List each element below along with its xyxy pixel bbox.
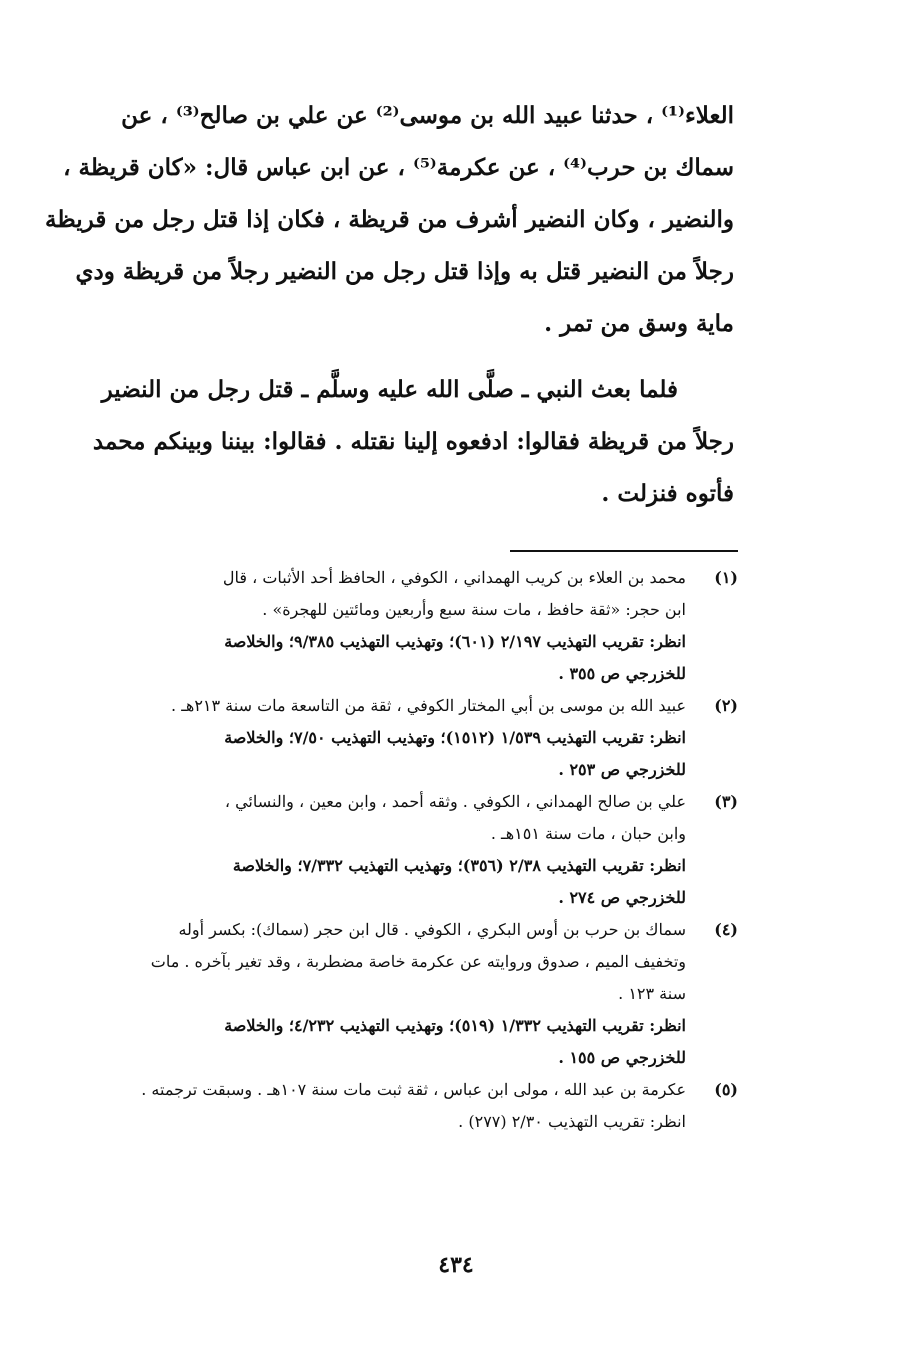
footnote-number: (٤) [714,920,738,939]
footnote-item [42,690,738,786]
footnote-reference: انظر: تقريب التهذيب ١/٣٣٢ (٥١٩)؛ وتهذيب التهذيب ٤/٢٣٢؛ والخلاصة [224,1016,686,1035]
footnote-reference: للخزرجي ص ٣٥٥ . [558,664,686,683]
text-line: فأتوه فنزلت . [601,480,734,507]
footnote-number: (١) [714,568,738,587]
footnote-reference: للخزرجي ص ٢٥٣ . [558,760,686,779]
footnote-reference: انظر: تقريب التهذيب ٢/١٩٧ (٦٠١)؛ وتهذيب التهذيب ٩/٣٨٥؛ والخلاصة [224,632,686,651]
page-number: ٤٣٤ [438,1252,474,1278]
footnote-reference: للخزرجي ص ١٥٥ . [558,1048,686,1067]
footnote-number: (٢) [714,696,738,715]
footnote-line: محمد بن العلاء بن كريب الهمداني ، الكوفي ، الحافظ أحد الأثبات ، قال [222,568,686,587]
footnote-number: (٣) [714,792,738,811]
footnote-line: علي بن صالح الهمداني ، الكوفي . وثقه أحمد ، وابن معين ، والنسائي ، [224,792,686,811]
footnote-reference: انظر: تقريب التهذيب ١/٥٣٩ (١٥١٢)؛ وتهذيب التهذيب ٧/٥٠؛ والخلاصة [224,728,686,747]
footnote-line: سنة ١٢٣ . [618,984,686,1003]
footnote-reference: انظر: تقريب التهذيب ٢/٣٨ (٣٥٦)؛ وتهذيب التهذيب ٧/٣٣٢؛ والخلاصة [232,856,686,875]
footnote-reference: للخزرجي ص ٢٧٤ . [558,888,686,907]
footnote-line: عكرمة بن عبد الله ، مولى ابن عباس ، ثقة ثبت مات سنة ١٠٧هـ . وسبقت ترجمته . [141,1080,686,1099]
footnote-number: (٥) [714,1080,738,1099]
text-line: سماك بن حرب⁽⁴⁾ ، عن عكرمة⁽⁵⁾ ، عن ابن عباس قال: «كان قريظة ، [63,154,734,181]
footnote-line: ابن حجر: «ثقة حافظ ، مات سنة سبع وأربعين ومائتين للهجرة» . [262,600,686,619]
footnote-item [42,1074,738,1138]
text-line: رجلاً من النضير قتل به وإذا قتل رجل من النضير رجلاً من قريظة ودي [75,258,734,285]
footnote-line: وتخفيف الميم ، صدوق وروايته عن عكرمة خاصة مضطربة ، وقد تغير بآخره . مات [150,952,686,971]
footnote-line: وابن حبان ، مات سنة ١٥١هـ . [490,824,686,843]
paragraph-1 [42,90,734,350]
text-line: ماية وسق من تمر . [544,310,734,337]
footnotes [42,562,738,1138]
text-line: فلما بعث النبي ـ صلَّى الله عليه وسلَّم ـ قتل رجل من النضير [101,376,678,403]
footnote-item [42,562,738,690]
paragraph-2 [42,364,734,520]
text-line: رجلاً من قريظة فقالوا: ادفعوه إلينا نقتله . فقالوا: بيننا وبينكم محمد [92,428,734,455]
footnote-item [42,914,738,1074]
footnote-line: انظر: تقريب التهذيب ٢/٣٠ (٢٧٧) . [458,1112,686,1131]
footnote-item [42,786,738,914]
footnote-line: سماك بن حرب بن أوس البكري ، الكوفي . قال ابن حجر (سماك): بكسر أوله [178,920,686,939]
footnote-divider [510,550,738,552]
main-text [42,90,734,520]
footnote-line: عبيد الله بن موسى بن أبي المختار الكوفي ، ثقة من التاسعة مات سنة ٢١٣هـ . [171,696,686,715]
text-line: والنضير ، وكان النضير أشرف من قريظة ، فكان إذا قتل رجل من قريظة [45,206,734,233]
text-line: العلاء⁽¹⁾ ، حدثنا عبيد الله بن موسى⁽²⁾ عن علي بن صالح⁽³⁾ ، عن [121,102,734,129]
